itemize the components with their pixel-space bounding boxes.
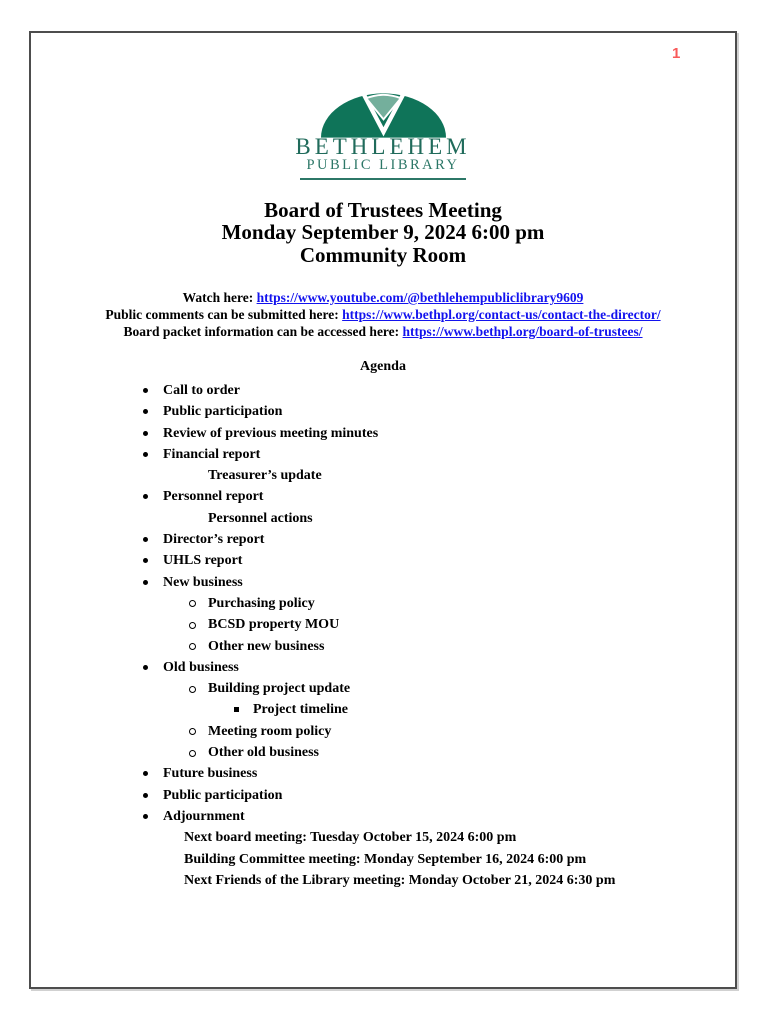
link-label: Board packet information can be accessed here: [123, 324, 403, 339]
agenda-item-text: Project timeline [253, 702, 348, 718]
bullet-square-icon [234, 707, 239, 712]
page-number: 1 [672, 45, 681, 62]
bullet-disc-icon [143, 431, 148, 436]
bullet-disc-icon [143, 665, 148, 670]
bullet-circle-icon [189, 750, 196, 757]
agenda-item-text: Adjournment [163, 808, 245, 824]
link-line [31, 323, 735, 340]
agenda-item-text: Personnel report [163, 489, 264, 505]
agenda-item-text: Old business [163, 659, 239, 675]
agenda-item [31, 678, 735, 699]
agenda-item-text: Treasurer’s update [208, 468, 322, 484]
agenda-item-text: Future business [163, 766, 258, 782]
bullet-circle-icon [189, 728, 196, 735]
hyperlink[interactable]: https://www.youtube.com/@bethlehempubliclibrary9609 [256, 290, 584, 305]
agenda-item [31, 849, 735, 870]
agenda-item-text: Call to order [163, 383, 240, 398]
bullet-circle-icon [189, 622, 196, 629]
meeting-title-line3: Community Room [299, 242, 467, 267]
agenda-item-text: Public participation [163, 787, 283, 803]
agenda-item [31, 529, 735, 550]
link-line [31, 306, 735, 323]
logo-subtitle: PUBLIC LIBRARY [306, 157, 460, 173]
meeting-title-line2: Monday September 9, 2024 6:00 pm [221, 220, 545, 245]
bullet-disc-icon [143, 558, 148, 563]
links-block [31, 289, 735, 340]
agenda-item [31, 593, 735, 614]
agenda-heading: Agenda [360, 359, 406, 374]
agenda-item [31, 486, 735, 507]
agenda-item [31, 742, 735, 763]
agenda-item [31, 721, 735, 742]
agenda-item [31, 423, 735, 444]
agenda-item [31, 785, 735, 806]
bullet-disc-icon [143, 452, 148, 457]
agenda-item-text: UHLS report [163, 553, 243, 569]
agenda-item-text: Director’s report [163, 532, 265, 548]
agenda-item [31, 657, 735, 678]
agenda-item-text: Building Committee meeting: Monday September 16, 2024 6:00 pm [184, 851, 587, 867]
agenda-item-text: BCSD property MOU [208, 617, 340, 633]
agenda-item [31, 870, 735, 891]
bullet-circle-icon [189, 600, 196, 607]
agenda-item [31, 401, 735, 422]
hyperlink[interactable]: https://www.bethpl.org/contact-us/contact-the-director/ [342, 307, 661, 322]
library-arch-icon [321, 93, 446, 138]
agenda-item-text: Review of previous meeting minutes [163, 425, 379, 441]
link-label: Watch here: [182, 290, 257, 305]
agenda-item [31, 806, 735, 827]
link-line [31, 289, 735, 306]
logo-divider [300, 178, 466, 180]
agenda-item-text: Public participation [163, 404, 283, 420]
agenda-item-text: Building project update [208, 681, 351, 697]
hyperlink[interactable]: https://www.bethpl.org/board-of-trustees/ [402, 324, 643, 339]
bullet-circle-icon [189, 643, 196, 650]
agenda-item-text: Next Friends of the Library meeting: Monday October 21, 2024 6:30 pm [184, 872, 616, 888]
agenda-item [31, 444, 735, 465]
agenda-item-text: Other old business [208, 745, 319, 761]
library-logo [31, 93, 735, 180]
agenda-item [31, 614, 735, 635]
bullet-disc-icon [143, 814, 148, 819]
agenda-item-text: Other new business [208, 638, 325, 654]
agenda-item [31, 508, 735, 529]
agenda-item [31, 465, 735, 486]
agenda-item [31, 572, 735, 593]
agenda-item-text: New business [163, 574, 243, 590]
bullet-disc-icon [143, 388, 148, 393]
agenda-item [31, 636, 735, 657]
bullet-disc-icon [143, 771, 148, 776]
bullet-circle-icon [189, 686, 196, 693]
agenda-item-text: Personnel actions [208, 510, 313, 526]
agenda-item-text: Next board meeting: Tuesday October 15, 2024 6:00 pm [184, 830, 517, 846]
logo-name: BETHLEHEM [295, 134, 471, 159]
agenda-item [31, 380, 735, 401]
agenda-item [31, 763, 735, 784]
agenda-item [31, 827, 735, 848]
agenda-item-text: Purchasing policy [208, 595, 315, 611]
bullet-disc-icon [143, 580, 148, 585]
bullet-disc-icon [143, 409, 148, 414]
bullet-disc-icon [143, 494, 148, 499]
agenda-item [31, 699, 735, 720]
link-label: Public comments can be submitted here: [105, 307, 343, 322]
agenda-item-text: Meeting room policy [208, 723, 332, 739]
document-page [29, 31, 737, 989]
agenda-item [31, 550, 735, 571]
bullet-disc-icon [143, 537, 148, 542]
meeting-title [31, 199, 735, 266]
agenda-item-text: Financial report [163, 446, 261, 462]
bullet-disc-icon [143, 793, 148, 798]
agenda-list [31, 380, 735, 891]
meeting-title-line1: Board of Trustees Meeting [264, 198, 502, 222]
